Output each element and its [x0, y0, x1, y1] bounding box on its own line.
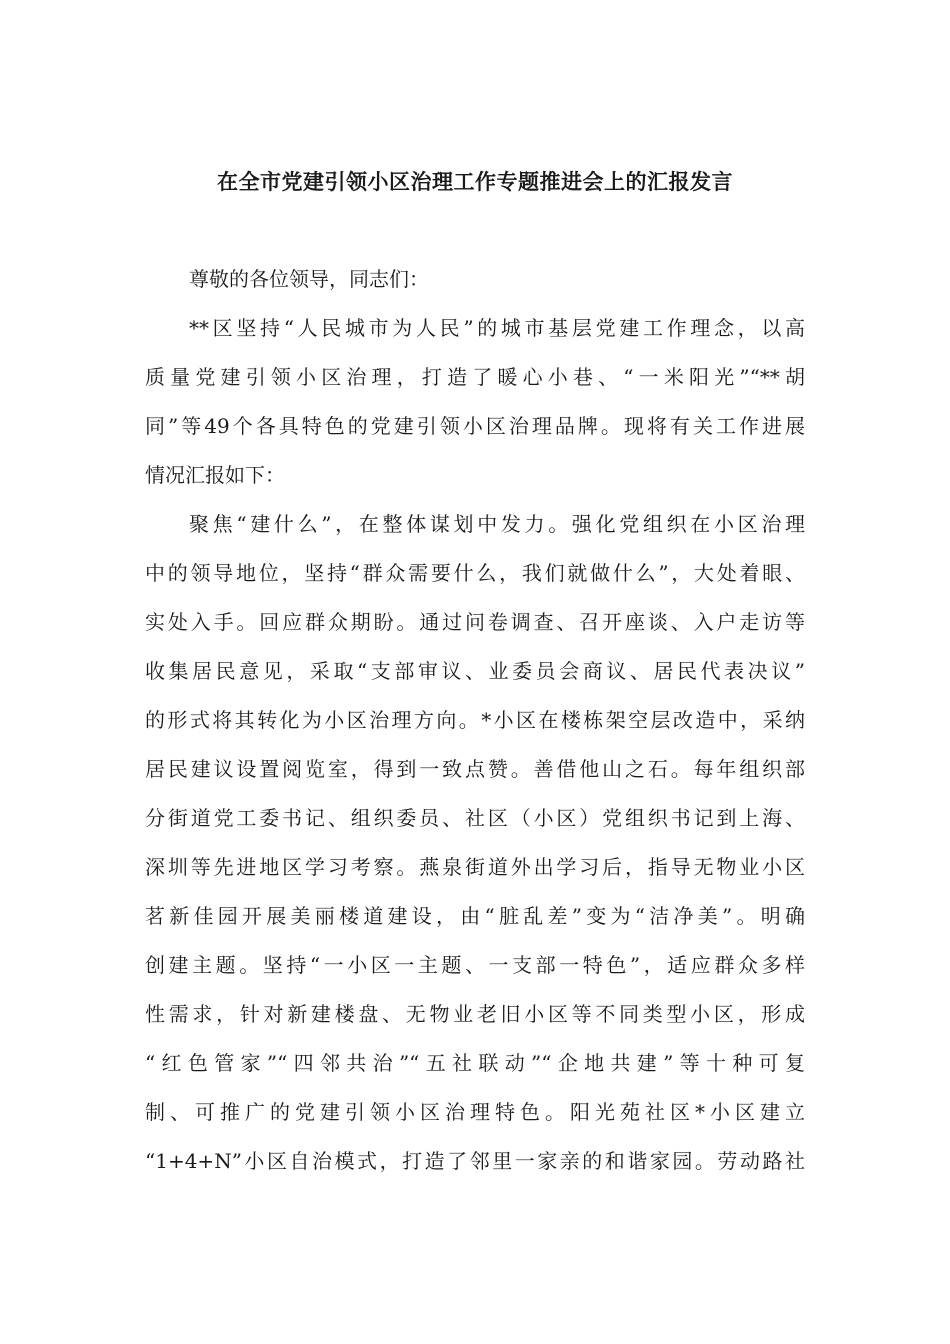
- paragraph-2-line: 中的领导地位，坚持“群众需要什么，我们就做什么”，大处着眼、: [145, 561, 805, 585]
- paragraph-2-line: 聚焦“建什么”，在整体谋划中发力。强化党组织在小区治理: [189, 512, 805, 536]
- paragraph-1-line: 质量党建引领小区治理，打造了暖心小巷、“一米阳光”“**胡: [145, 365, 805, 389]
- paragraph-2-line: 制、可推广的党建引领小区治理特色。阳光苑社区*小区建立: [145, 1100, 805, 1124]
- paragraph-2-line: 实处入手。回应群众期盼。通过问卷调查、召开座谈、入户走访等: [145, 610, 805, 634]
- paragraph-1-line: 同”等49个各具特色的党建引领小区治理品牌。现将有关工作进展: [145, 414, 805, 438]
- paragraph-2-line: 收集居民意见，采取“支部审议、业委员会商议、居民代表决议”: [145, 659, 805, 683]
- paragraph-2-line: 深圳等先进地区学习考察。燕泉街道外出学习后，指导无物业小区: [145, 855, 805, 879]
- paragraph-1-line: **区坚持“人民城市为人民”的城市基层党建工作理念，以高: [189, 316, 805, 340]
- paragraph-1-line: 情况汇报如下：: [145, 463, 285, 487]
- paragraph-2-line: 居民建议设置阅览室，得到一致点赞。善借他山之石。每年组织部: [145, 757, 805, 781]
- paragraph-2-line: 性需求，针对新建楼盘、无物业老旧小区等不同类型小区，形成: [145, 1002, 805, 1026]
- salutation: 尊敬的各位领导，同志们：: [189, 267, 429, 291]
- paragraph-2-line: 茗新佳园开展美丽楼道建设，由“脏乱差”变为“洁净美”。明确: [145, 904, 805, 928]
- paragraph-2-line: “红色管家”“四邻共治”“五社联动”“企地共建”等十种可复: [145, 1051, 805, 1075]
- paragraph-2-line: “1+4+N”小区自治模式，打造了邻里一家亲的和谐家园。劳动路社: [145, 1149, 805, 1173]
- document-body: [145, 255, 805, 1186]
- document-title: 在全市党建引领小区治理工作专题推进会上的汇报发言: [217, 169, 733, 194]
- paragraph-2-line: 的形式将其转化为小区治理方向。*小区在楼栋架空层改造中，采纳: [145, 708, 805, 732]
- paragraph-2-line: 创建主题。坚持“一小区一主题、一支部一特色”，适应群众多样: [145, 953, 805, 977]
- paragraph-2-line: 分街道党工委书记、组织委员、社区（小区）党组织书记到上海、: [145, 806, 805, 830]
